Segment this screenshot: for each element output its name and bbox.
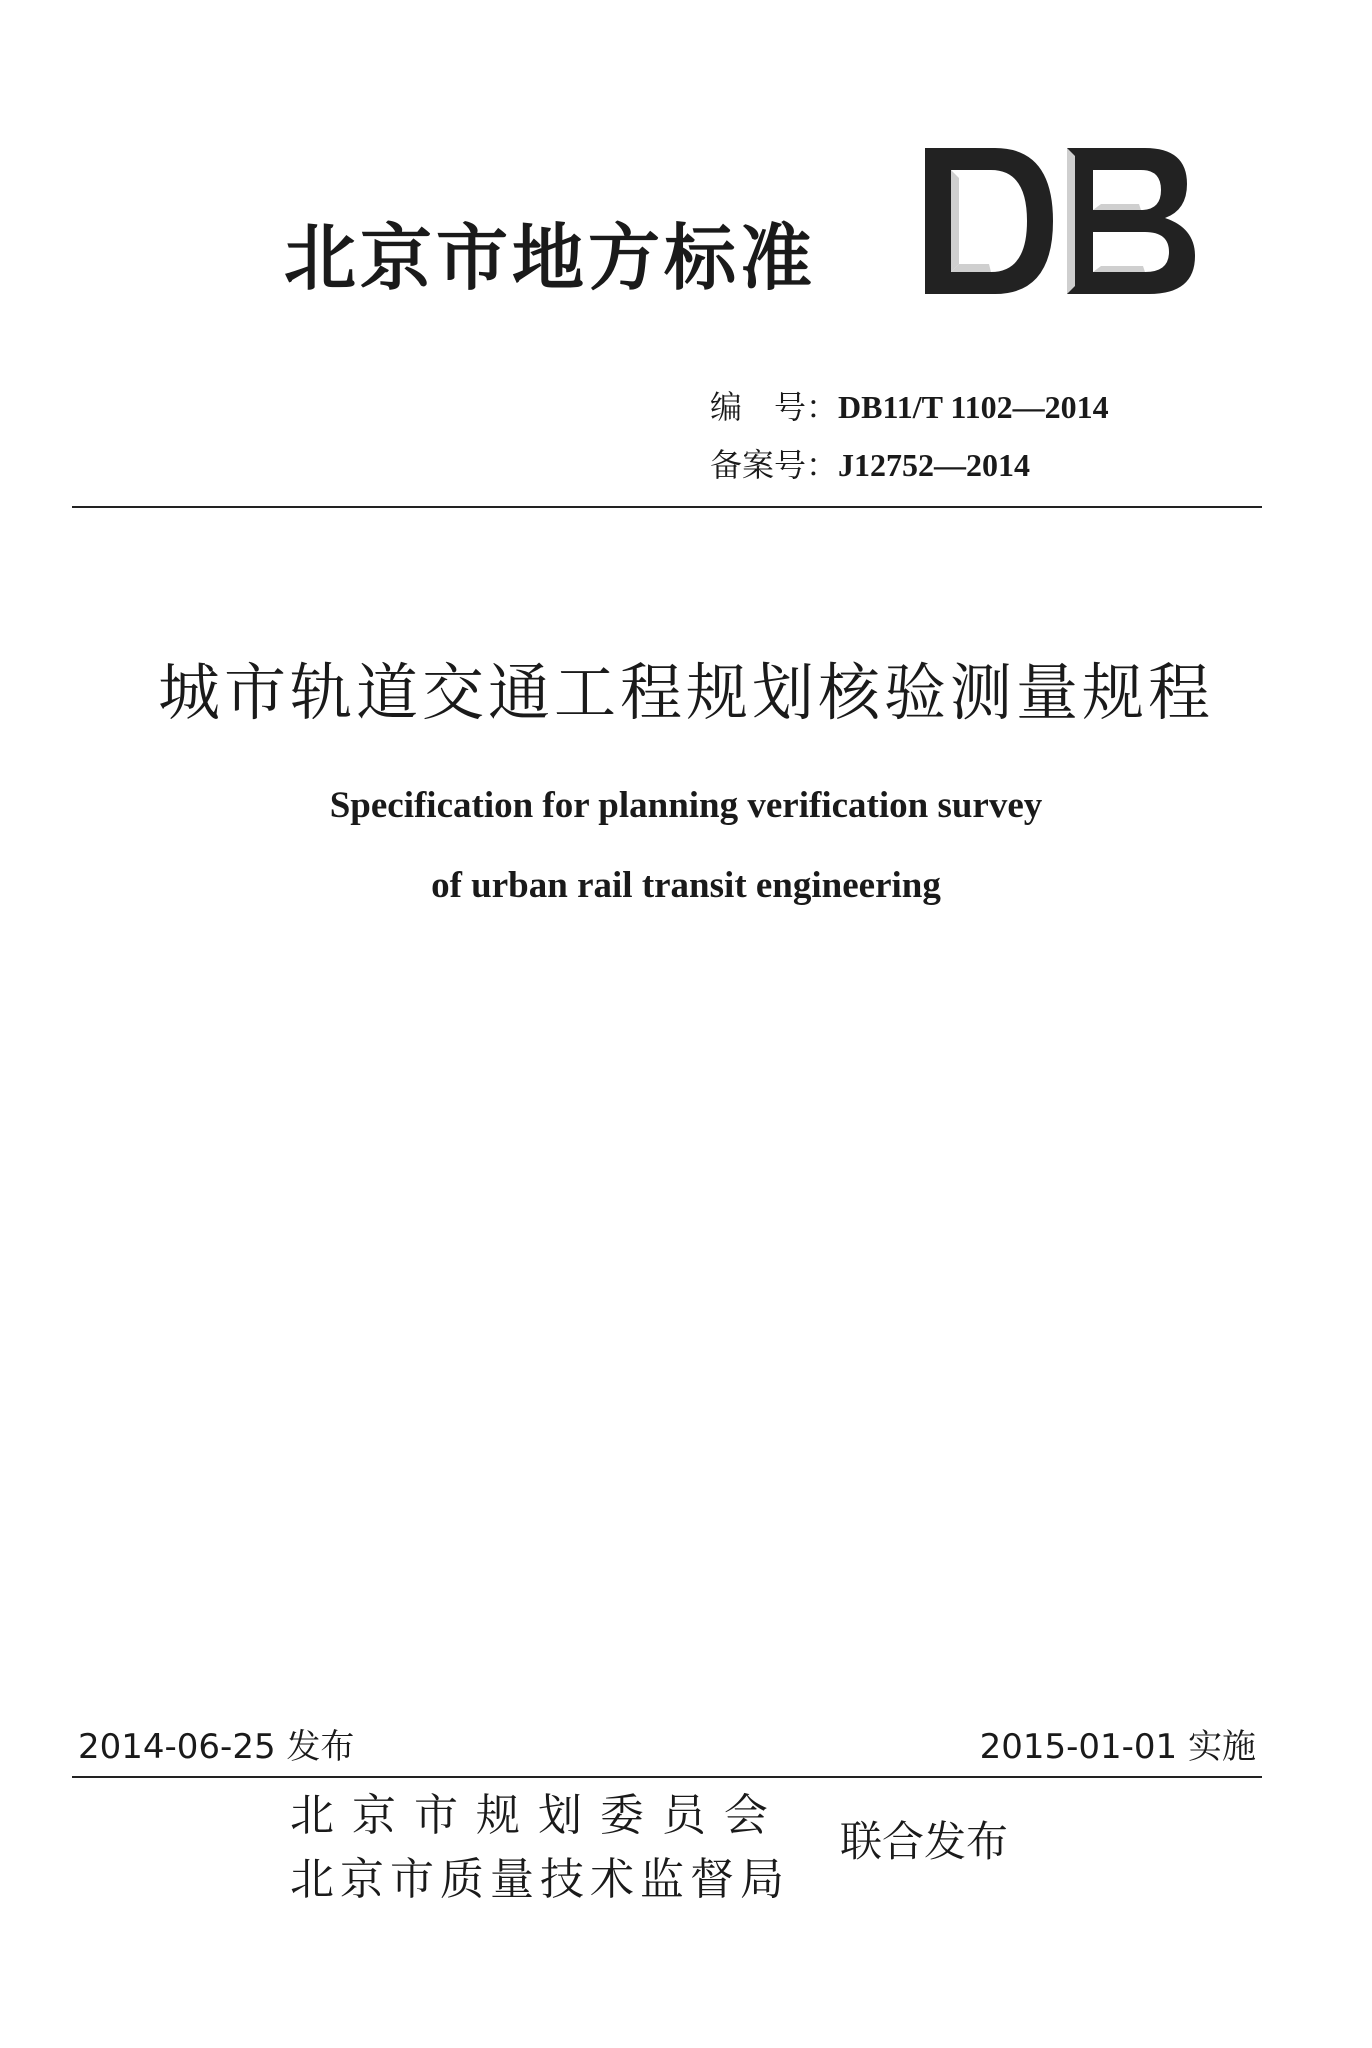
record-number [710, 443, 1030, 487]
document-title-english-line1: Specification for planning verification survey [329, 785, 1043, 826]
document-title-english-line2: of urban rail transit engineering [431, 865, 941, 906]
standard-number [710, 385, 1109, 429]
record-number-value: J12752—2014 [838, 447, 1031, 483]
standard-number-label: 编 号： [710, 388, 839, 426]
issuer-quality-bureau: 北京市质量技术监督局 [290, 1854, 790, 1905]
joint-issue-label: 联合发布 [840, 1817, 1009, 1866]
issuer-planning-commission: 北 京 市 规 划 委 员 会 [290, 1790, 770, 1841]
record-number-label: 备案号： [710, 446, 839, 484]
db-logo [925, 148, 1195, 294]
effective-date: 2015-01-01 实施 [979, 1727, 1256, 1767]
footer-divider [72, 1776, 1262, 1778]
standard-category-title: 北京市地方标准 [284, 215, 817, 300]
standard-number-value: DB11/T 1102—2014 [838, 389, 1109, 425]
header-divider [72, 506, 1262, 508]
issue-date: 2014-06-25 发布 [78, 1727, 355, 1767]
document-title-chinese: 城市轨道交通工程规划核验测量规程 [157, 656, 1214, 729]
